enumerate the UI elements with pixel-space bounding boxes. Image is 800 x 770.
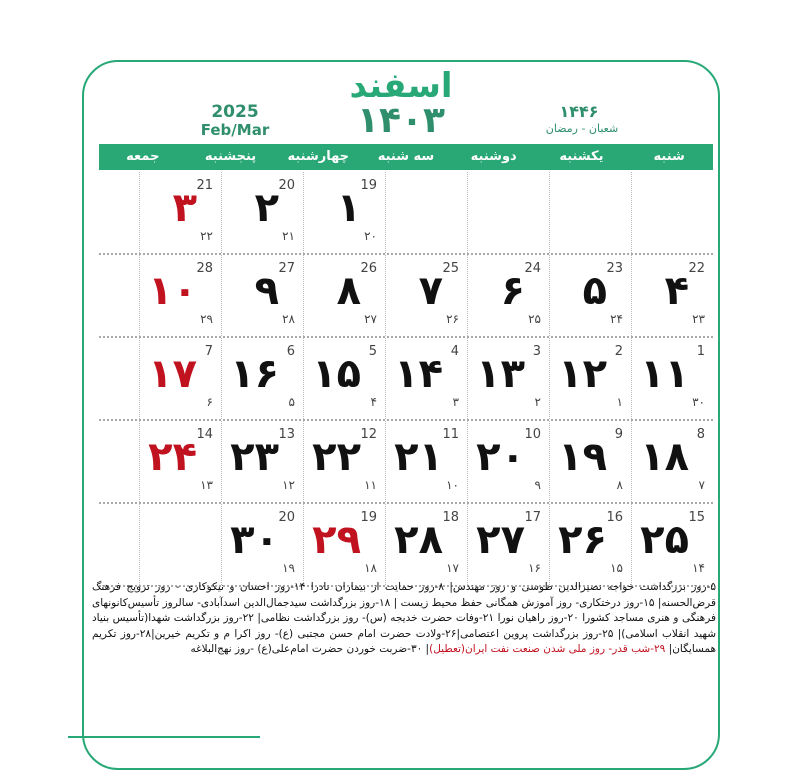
day-cell[interactable] <box>139 421 221 502</box>
gregorian-day-number: 23 <box>606 261 623 276</box>
hijri-day-number: ۲۳ <box>692 312 705 326</box>
persian-day-number: ۲۳ <box>230 434 279 480</box>
day-cell[interactable] <box>467 255 549 336</box>
hijri-day-number: ۲۶ <box>446 312 459 326</box>
weekday-sunday: یکشنبه <box>559 149 604 164</box>
persian-day-number: ۱۱ <box>640 351 689 397</box>
day-cell[interactable] <box>139 338 221 419</box>
hijri-day-number: ۹ <box>534 478 541 492</box>
day-cell[interactable] <box>221 421 303 502</box>
day-cell[interactable] <box>467 504 549 585</box>
hijri-year: ۱۴۴۶ <box>559 102 599 121</box>
hijri-day-number: ۱۸ <box>364 561 377 575</box>
hijri-day-number: ۱۹ <box>282 561 295 575</box>
gregorian-day-number: 22 <box>688 261 705 276</box>
gregorian-day-number: 6 <box>286 344 295 359</box>
persian-day-number: ۱ <box>336 185 361 231</box>
gregorian-day-number: 8 <box>696 427 705 442</box>
day-cell[interactable] <box>303 421 385 502</box>
day-cell[interactable] <box>467 421 549 502</box>
day-cell[interactable] <box>221 255 303 336</box>
day-cell[interactable] <box>631 504 713 585</box>
gregorian-day-number: 5 <box>368 344 377 359</box>
persian-day-number: ۱۳ <box>476 351 525 397</box>
month-title: اسفند <box>349 66 453 106</box>
weekday-saturday: شنبه <box>653 149 685 164</box>
gregorian-day-number: 13 <box>278 427 295 442</box>
hijri-day-number: ۲۴ <box>610 312 623 326</box>
occasions-notes <box>92 580 716 658</box>
persian-day-number: ۷ <box>418 268 443 314</box>
day-cell[interactable] <box>385 504 467 585</box>
gregorian-day-number: 11 <box>442 427 459 442</box>
day-cell[interactable] <box>303 172 385 253</box>
gregorian-day-number: 25 <box>442 261 459 276</box>
persian-day-number: ۲۵ <box>640 517 689 563</box>
empty-day-cell <box>631 172 713 253</box>
persian-day-number: ۱۵ <box>312 351 361 397</box>
empty-day-cell <box>385 172 467 253</box>
weekday-tuesday: سه شنبه <box>377 149 435 164</box>
gregorian-day-number: 21 <box>196 178 213 193</box>
persian-day-number: ۲۶ <box>558 517 607 563</box>
gregorian-day-number: 28 <box>196 261 213 276</box>
holiday-day-number: ۱۷ <box>148 351 197 397</box>
persian-day-number: ۲۰ <box>476 434 525 480</box>
hijri-day-number: ۷ <box>698 478 705 492</box>
hijri-day-number: ۴ <box>370 395 377 409</box>
persian-day-number: ۲ <box>254 185 279 231</box>
hijri-day-number: ۱۳ <box>200 478 213 492</box>
persian-day-number: ۲۷ <box>476 517 525 563</box>
day-cell[interactable] <box>385 255 467 336</box>
hijri-day-number: ۲۵ <box>528 312 541 326</box>
persian-year: ۱۴۰۳ <box>357 100 445 141</box>
day-cell[interactable] <box>631 255 713 336</box>
day-cell[interactable] <box>549 421 631 502</box>
gregorian-year: 2025 <box>211 102 259 122</box>
hijri-day-number: ۲۲ <box>200 229 213 243</box>
gregorian-day-number: 10 <box>524 427 541 442</box>
persian-day-number: ۱۹ <box>558 434 607 480</box>
gregorian-day-number: 24 <box>524 261 541 276</box>
hijri-day-number: ۵ <box>288 395 295 409</box>
gregorian-day-number: 12 <box>360 427 377 442</box>
weekday-header <box>99 144 713 170</box>
persian-day-number: ۵ <box>582 268 607 314</box>
gregorian-day-number: 3 <box>532 344 541 359</box>
gregorian-months: Feb/Mar <box>200 121 270 139</box>
hijri-months: شعبان - رمضان <box>545 122 619 135</box>
gregorian-day-number: 9 <box>614 427 623 442</box>
gregorian-day-number: 19 <box>360 510 377 525</box>
weekday-friday: جمعه <box>126 149 160 164</box>
hijri-day-number: ۸ <box>616 478 623 492</box>
day-cell[interactable] <box>549 504 631 585</box>
weekday-wednesday: چهارشنبه <box>287 149 350 164</box>
day-cell[interactable] <box>549 338 631 419</box>
persian-day-number: ۲۱ <box>394 434 443 480</box>
empty-day-cell <box>139 504 221 585</box>
hijri-day-number: ۲۹ <box>200 312 213 326</box>
notes-tail: | ۳۰-ضربت خوردن حضرت امام‌علی(ع) -روز نهج‌البلاغه <box>190 643 430 655</box>
persian-day-number: ۱۶ <box>230 351 279 397</box>
hijri-day-number: ۱۰ <box>446 478 459 492</box>
hijri-day-number: ۲۸ <box>282 312 295 326</box>
week-row <box>99 338 713 421</box>
week-row <box>99 255 713 338</box>
day-cell[interactable] <box>631 338 713 419</box>
day-cell[interactable] <box>549 255 631 336</box>
holiday-day-number: ۱۰ <box>148 268 197 314</box>
persian-day-number: ۹ <box>254 268 279 314</box>
notes-text: ۵-روز بزرگداشت خواجه نصیرالدین طوسی و روز مهندس| ۸-روز حمایت از بیماران نادرا ۱۴-روز احسان و نیکوکاری - روز ترویج فرهنگ قرض‌الحسنه| ۱۵-روز درختکاری- روز آموزش همگانی حفظ محیط زیست | ۱۸-روز بزرگداشت سیدجمال‌الدین اسدآبادی- سالروز تأسیس‌کانونهای فرهنگی و هنری مساجد کشورا ۲۰-روز راهیان نورا ۲۱-وفات حضرت خدیجه (س)- روز بزرگداشت نظامی| ۲۲-روز بزرگداشت شهدا(تأسیس بنیاد شهید انقلاب اسلامی)| ۲۵-روز بزرگداشت پروین اعتصامی|۲۶-ولادت حضرت امام حسن مجتبی (ع)- روز اکرا م و تکریم خیرین|۲۸-روز تکریم همسایگان| <box>92 581 717 655</box>
weekday-thursday: پنجشنبه <box>204 149 257 164</box>
gregorian-day-number: 27 <box>278 261 295 276</box>
day-cell[interactable] <box>303 338 385 419</box>
day-cell[interactable] <box>303 504 385 585</box>
persian-day-number: ۲۸ <box>394 517 443 563</box>
gregorian-day-number: 18 <box>442 510 459 525</box>
week-row <box>99 172 713 255</box>
hijri-day-number: ۱۶ <box>528 561 541 575</box>
empty-day-cell <box>549 172 631 253</box>
hijri-day-number: ۱۵ <box>610 561 623 575</box>
day-cell[interactable] <box>385 421 467 502</box>
hijri-day-number: ۱ <box>616 395 623 409</box>
persian-day-number: ۸ <box>336 268 361 314</box>
persian-day-number: ۱۲ <box>558 351 607 397</box>
day-cell[interactable] <box>385 338 467 419</box>
day-cell[interactable] <box>221 172 303 253</box>
persian-day-number: ۳۰ <box>230 517 279 563</box>
hijri-day-number: ۲۰ <box>364 229 377 243</box>
day-cell[interactable] <box>303 255 385 336</box>
day-cell[interactable] <box>631 421 713 502</box>
persian-day-number: ۱۴ <box>394 351 443 397</box>
gregorian-day-number: 19 <box>360 178 377 193</box>
day-cell[interactable] <box>139 172 221 253</box>
day-grid <box>99 172 713 587</box>
hijri-day-number: ۱۷ <box>446 561 459 575</box>
hijri-day-number: ۱۴ <box>692 561 705 575</box>
day-cell[interactable] <box>139 255 221 336</box>
hijri-day-number: ۶ <box>206 395 213 409</box>
weekday-monday: دوشنبه <box>470 149 517 164</box>
empty-day-cell <box>467 172 549 253</box>
notes-holiday: ۲۹-شب قدر- روز ملی شدن صنعت نفت ایران(تعطیل) <box>429 643 666 655</box>
gregorian-day-number: 20 <box>278 510 295 525</box>
hijri-day-number: ۱۱ <box>364 478 377 492</box>
gregorian-day-number: 16 <box>606 510 623 525</box>
holiday-day-number: ۳ <box>172 185 197 231</box>
hijri-day-number: ۱۲ <box>282 478 295 492</box>
gregorian-day-number: 14 <box>196 427 213 442</box>
hijri-day-number: ۳۰ <box>692 395 705 409</box>
week-row <box>99 504 713 587</box>
persian-day-number: ۲۲ <box>312 434 361 480</box>
hijri-day-number: ۲ <box>534 395 541 409</box>
gregorian-day-number: 2 <box>614 344 623 359</box>
week-row <box>99 421 713 504</box>
hijri-day-number: ۲۷ <box>364 312 377 326</box>
gregorian-day-number: 17 <box>524 510 541 525</box>
day-cell[interactable] <box>221 338 303 419</box>
persian-day-number: ۶ <box>500 268 525 314</box>
hijri-day-number: ۲۱ <box>282 229 295 243</box>
gregorian-day-number: 26 <box>360 261 377 276</box>
gregorian-day-number: 7 <box>204 344 213 359</box>
hijri-day-number: ۳ <box>452 395 459 409</box>
gregorian-day-number: 20 <box>278 178 295 193</box>
holiday-day-number: ۲۴ <box>148 434 197 480</box>
persian-day-number: ۴ <box>664 268 689 314</box>
day-cell[interactable] <box>467 338 549 419</box>
day-cell[interactable] <box>221 504 303 585</box>
holiday-day-number: ۲۹ <box>312 517 361 563</box>
gregorian-day-number: 1 <box>696 344 705 359</box>
gregorian-day-number: 4 <box>450 344 459 359</box>
gregorian-day-number: 15 <box>688 510 705 525</box>
persian-day-number: ۱۸ <box>640 434 689 480</box>
